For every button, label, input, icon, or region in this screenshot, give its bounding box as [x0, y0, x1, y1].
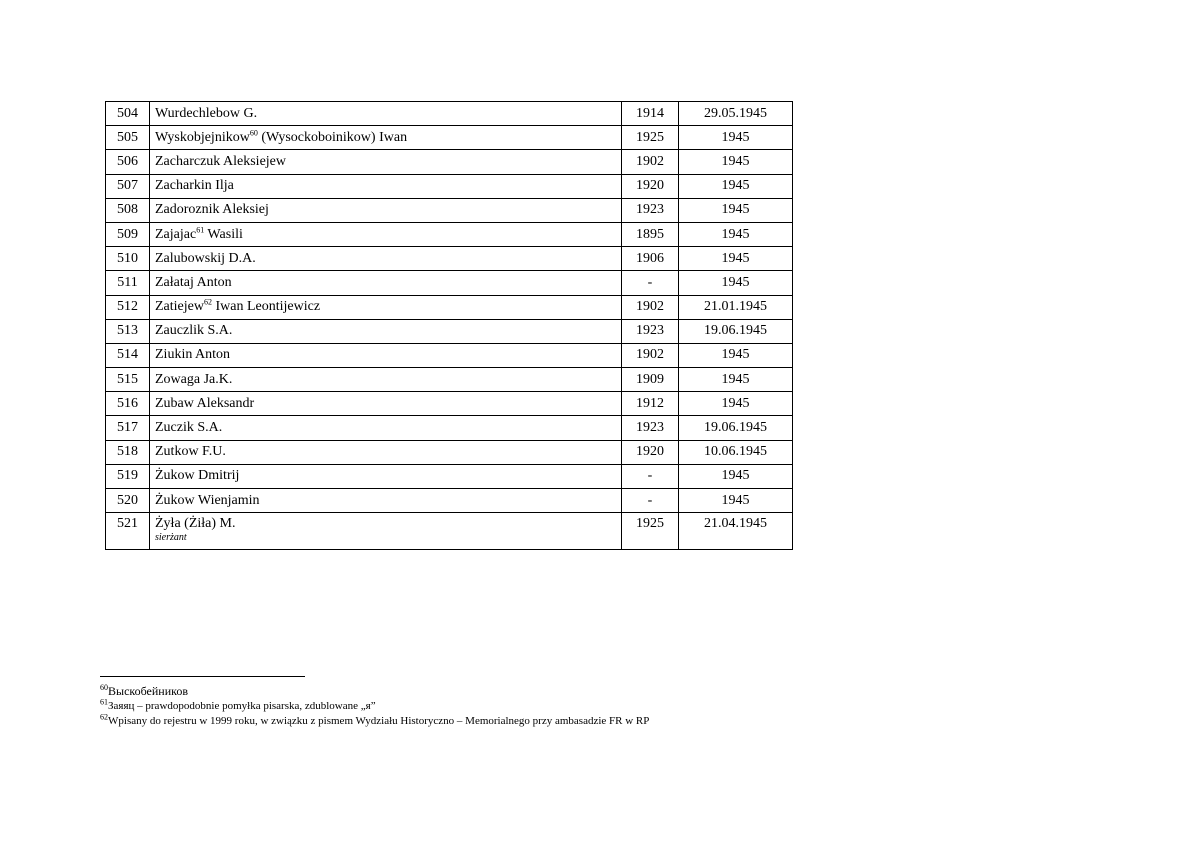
death-date: 1945 — [679, 126, 793, 150]
person-name: Zutkow F.U. — [150, 440, 622, 464]
birth-year: 1895 — [622, 222, 679, 246]
row-number: 513 — [106, 319, 150, 343]
death-date: 1945 — [679, 174, 793, 198]
death-date: 1945 — [679, 464, 793, 488]
death-date: 21.01.1945 — [679, 295, 793, 319]
birth-year: 1902 — [622, 343, 679, 367]
name-text: Zatiejew — [155, 299, 204, 315]
name-text: Zajajac — [155, 226, 197, 242]
death-date: 10.06.1945 — [679, 440, 793, 464]
name-text: Wyskobjejnikow — [155, 129, 250, 145]
burial-register-table — [105, 101, 793, 550]
row-number: 508 — [106, 198, 150, 222]
death-date: 1945 — [679, 368, 793, 392]
row-number: 519 — [106, 464, 150, 488]
death-date: 1945 — [679, 198, 793, 222]
person-name: Zowaga Ja.K. — [150, 368, 622, 392]
table-row — [106, 198, 793, 222]
table-row — [106, 247, 793, 271]
birth-year: - — [622, 271, 679, 295]
row-number: 505 — [106, 126, 150, 150]
row-number: 510 — [106, 247, 150, 271]
table-row — [106, 222, 793, 246]
row-number: 520 — [106, 489, 150, 513]
death-date: 1945 — [679, 271, 793, 295]
person-name: Zadoroznik Aleksiej — [150, 198, 622, 222]
death-date: 19.06.1945 — [679, 416, 793, 440]
person-name: Zubaw Aleksandr — [150, 392, 622, 416]
row-number: 506 — [106, 150, 150, 174]
table-row — [106, 464, 793, 488]
birth-year: - — [622, 464, 679, 488]
death-date: 1945 — [679, 150, 793, 174]
table-row — [106, 319, 793, 343]
name-suffix: Iwan Leontijewicz — [211, 299, 321, 315]
footnote-ref: 60 — [249, 128, 258, 138]
table-row — [106, 343, 793, 367]
birth-year: 1906 — [622, 247, 679, 271]
footnote-text: Wpisany do rejestru w 1999 roku, w związku z pismem Wydziału Historyczno – Memorialnego przy ambasadzie FR w RP — [108, 715, 650, 727]
row-number: 517 — [106, 416, 150, 440]
death-date: 21.04.1945 — [679, 513, 793, 550]
death-date: 19.06.1945 — [679, 319, 793, 343]
birth-year: 1923 — [622, 319, 679, 343]
person-name: Żukow Wienjamin — [150, 489, 622, 513]
birth-year: 1914 — [622, 102, 679, 126]
table-row — [106, 440, 793, 464]
footnote — [100, 714, 649, 729]
person-name: Zacharczuk Aleksiejew — [150, 150, 622, 174]
table-row — [106, 102, 793, 126]
footnote-ref: 62 — [203, 297, 212, 307]
birth-year: - — [622, 489, 679, 513]
birth-year: 1923 — [622, 198, 679, 222]
table-row — [106, 295, 793, 319]
row-number: 509 — [106, 222, 150, 246]
birth-year: 1925 — [622, 126, 679, 150]
row-number: 521 — [106, 513, 150, 550]
footnote-marker: 61 — [100, 697, 108, 707]
table-row — [106, 150, 793, 174]
row-number: 518 — [106, 440, 150, 464]
person-name — [150, 222, 622, 246]
military-rank: sierżant — [155, 532, 187, 544]
person-name — [150, 126, 622, 150]
row-number: 514 — [106, 343, 150, 367]
table-row — [106, 489, 793, 513]
row-number: 507 — [106, 174, 150, 198]
death-date: 1945 — [679, 392, 793, 416]
death-date: 1945 — [679, 222, 793, 246]
footnote-text: Заяяц – prawdopodobnie pomyłka pisarska, zdublowane „я” — [108, 700, 376, 712]
footnote — [100, 699, 649, 714]
birth-year: 1909 — [622, 368, 679, 392]
person-name: Zauczlik S.A. — [150, 319, 622, 343]
person-name: Załataj Anton — [150, 271, 622, 295]
row-number: 516 — [106, 392, 150, 416]
table-row — [106, 126, 793, 150]
person-name: Zacharkin Ilja — [150, 174, 622, 198]
birth-year: 1923 — [622, 416, 679, 440]
name-suffix: (Wysockoboinikow) Iwan — [257, 129, 408, 145]
death-date: 1945 — [679, 489, 793, 513]
birth-year: 1920 — [622, 440, 679, 464]
table-row — [106, 513, 793, 550]
person-name: Wurdechlebow G. — [150, 102, 622, 126]
person-name: Zalubowskij D.A. — [150, 247, 622, 271]
death-date: 1945 — [679, 247, 793, 271]
footnote-marker: 60 — [100, 683, 108, 692]
row-number: 515 — [106, 368, 150, 392]
birth-year: 1920 — [622, 174, 679, 198]
footnote-marker: 62 — [100, 712, 108, 722]
table-row — [106, 392, 793, 416]
row-number: 512 — [106, 295, 150, 319]
footnote-separator — [100, 676, 305, 677]
person-name: Żukow Dmitrij — [150, 464, 622, 488]
table-row — [106, 271, 793, 295]
table-row — [106, 416, 793, 440]
footnote — [100, 684, 649, 699]
name-text: Żyła (Żiła) M. — [155, 516, 236, 532]
birth-year: 1902 — [622, 150, 679, 174]
footnote-ref: 61 — [196, 224, 205, 234]
table-row — [106, 368, 793, 392]
birth-year: 1902 — [622, 295, 679, 319]
person-name — [150, 513, 622, 550]
person-name: Ziukin Anton — [150, 343, 622, 367]
row-number: 504 — [106, 102, 150, 126]
footnote-text: Выскобейников — [108, 684, 189, 698]
birth-year: 1925 — [622, 513, 679, 550]
footnotes — [100, 684, 649, 729]
death-date: 1945 — [679, 343, 793, 367]
person-name — [150, 295, 622, 319]
death-date: 29.05.1945 — [679, 102, 793, 126]
table-row — [106, 174, 793, 198]
name-suffix: Wasili — [204, 226, 243, 242]
row-number: 511 — [106, 271, 150, 295]
person-name: Zuczik S.A. — [150, 416, 622, 440]
birth-year: 1912 — [622, 392, 679, 416]
